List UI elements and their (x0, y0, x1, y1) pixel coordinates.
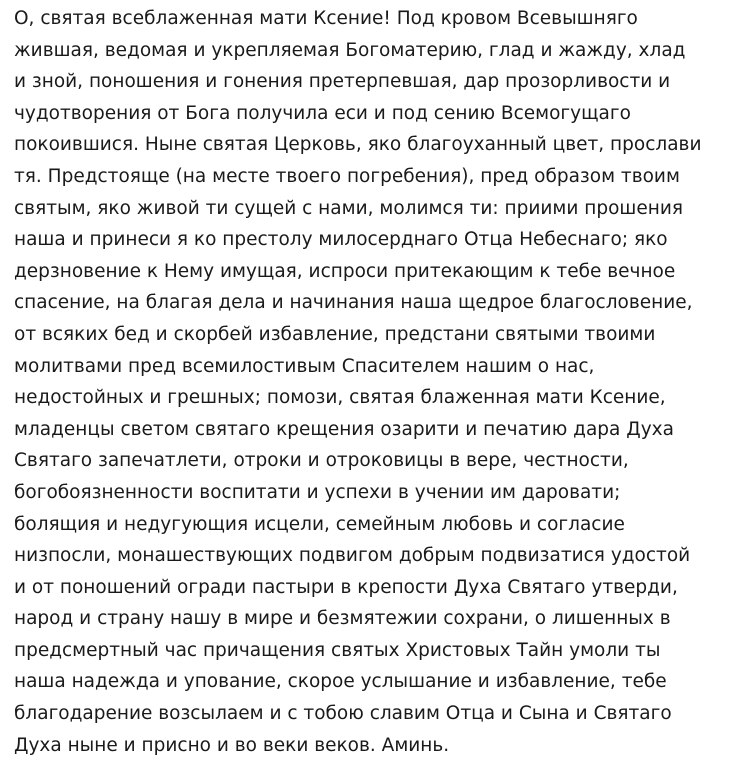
text-line-8: наша и принеси я ко престолу милосерднаго Отца Небеснаго; яко (14, 229, 668, 251)
text-line-11: от всяких бед и скорбей избавление, предстани святыми твоими (14, 323, 656, 345)
text-line-22: наша надежда и упование, скорое услышание и избавление, тебе (14, 671, 667, 693)
text-line-1: О, святая всеблаженная мати Ксение! Под кровом Всевышняго (14, 8, 638, 29)
text-line-5: покоившися. Ныне святая Церковь, яко благоуханный цвет, прослави (14, 134, 702, 156)
text-line-23: благодарение возсылаем и с тобою славим Отца и Сына и Святаго (14, 703, 672, 725)
text-line-9: дерзновение к Нему имущая, испроси притекающим к тебе вечное (14, 260, 676, 282)
text-line-17: болящия и недугующия исцели, семейным любовь и согласие (14, 513, 625, 535)
text-line-16: богобоязненности воспитати и успехи в учении им даровати; (14, 481, 621, 503)
text-line-13: недостойных и грешных; помози, святая блаженная мати Ксение, (14, 387, 666, 409)
text-line-12: молитвами пред всемилостивым Спасителем нашим о нас, (14, 355, 595, 377)
text-line-18: низпосли, монашествующих подвигом добрым подвизатися удостой (14, 545, 691, 567)
text-line-4: чудотворения от Бога получила еси и под сению Всемогущаго (14, 102, 631, 124)
text-line-21: предсмертный час причащения святых Христовых Тайн умоли ты (14, 639, 661, 661)
text-line-24: Духа ныне и присно и во веки веков. Аминь. (14, 734, 450, 756)
text-line-6: тя. Предстояще (на месте твоего погребения), пред образом твоим (14, 165, 680, 187)
prayer-text (14, 0, 738, 758)
text-line-20: народ и страну нашу в мире и безмятежии сохрани, о лишенных в (14, 608, 671, 630)
text-line-3: и зной, поношения и гонения претерпевшая, дар прозорливости и (14, 71, 671, 93)
text-line-7: святым, яко живой ти сущей с нами, молимся ти: приими прошения (14, 197, 683, 219)
text-line-14: младенцы светом святаго крещения озарити и печатию дара Духа (14, 418, 674, 440)
text-line-10: спасение, на благая дела и начинания наша щедрое благословение, (14, 292, 693, 314)
text-line-2: жившая, ведомая и укрепляемая Богоматерию, глад и жажду, хлад (14, 39, 686, 61)
text-line-19: и от поношений огради пастыри в крепости Духа Святаго утверди, (14, 576, 678, 598)
text-line-15: Святаго запечатлети, отроки и отроковицы в вере, честности, (14, 450, 629, 472)
